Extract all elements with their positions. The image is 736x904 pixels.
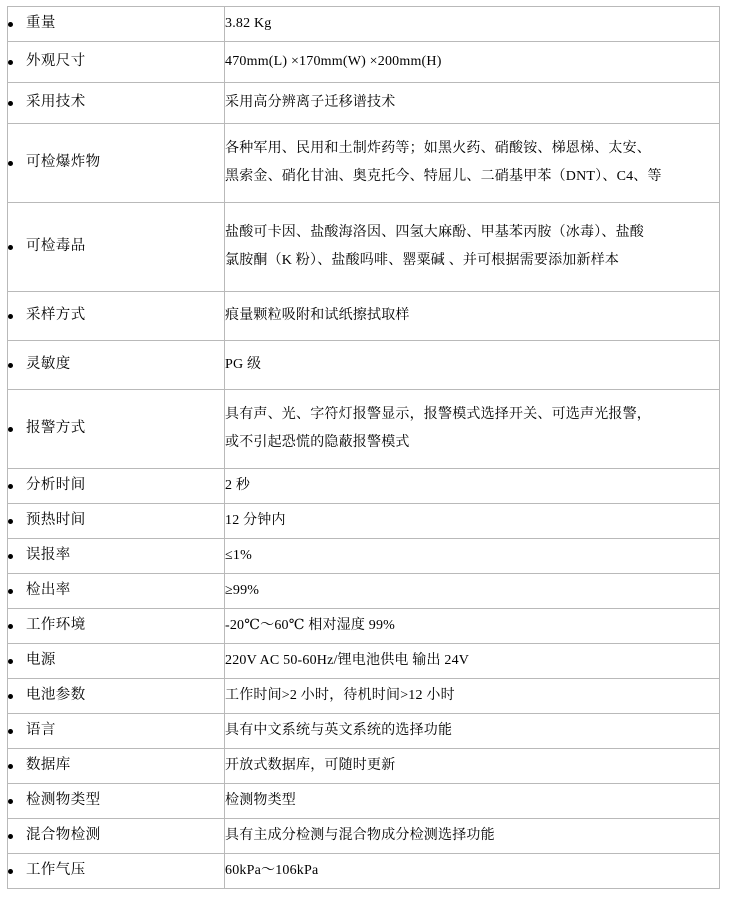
spec-value-cell <box>225 504 720 539</box>
spec-label-cell <box>8 819 225 854</box>
spec-label-text: 可检毒品 <box>26 238 86 255</box>
spec-value-cell <box>225 854 720 889</box>
spec-value-cell <box>225 749 720 784</box>
spec-value-text <box>225 858 719 885</box>
spec-label-wrapper <box>8 510 224 532</box>
spec-value-line: 氯胺酮（K 粉）、盐酸吗啡、罂粟碱 、并可根据需要添加新样本 <box>225 253 620 268</box>
spec-label-text: 重量 <box>26 15 56 32</box>
spec-label-cell <box>8 854 225 889</box>
spec-value-cell <box>225 539 720 574</box>
bullet-icon <box>8 519 13 524</box>
spec-value-text <box>225 11 719 38</box>
bullet-icon <box>8 101 13 106</box>
spec-label-text: 检出率 <box>26 582 71 599</box>
spec-label-wrapper <box>8 545 224 567</box>
spec-value-cell <box>225 203 720 292</box>
spec-value-text <box>225 823 719 850</box>
table-row <box>8 504 720 539</box>
bullet-icon <box>8 427 13 432</box>
spec-value-text <box>225 543 719 570</box>
spec-value-line: 开放式数据库，可随时更新 <box>225 757 396 773</box>
spec-label-text: 检测物类型 <box>26 792 101 809</box>
spec-label-text: 采样方式 <box>26 307 86 324</box>
bullet-icon <box>8 363 13 368</box>
spec-label-wrapper <box>8 92 224 114</box>
spec-value-line: ≥99% <box>225 582 260 598</box>
spec-value-line: 220V AC 50-60Hz/锂电池供电 输出 24V <box>225 652 470 668</box>
spec-value-line: 黑索金、硝化甘油、奥克托今、特屈儿、二硝基甲苯（DNT）、C4、等 <box>225 169 662 184</box>
table-row <box>8 292 720 341</box>
spec-value-line: PG 级 <box>225 356 262 372</box>
spec-value-text <box>225 718 719 745</box>
spec-label-text: 可检爆炸物 <box>26 154 101 171</box>
spec-value-line: 具有中文系统与英文系统的选择功能 <box>225 722 453 738</box>
spec-value-line: 具有主成分检测与混合物成分检测选择功能 <box>225 827 495 843</box>
spec-value-line: 具有声、光、字符灯报警显示，报警模式选择开关、可选声光报警， <box>225 407 651 422</box>
spec-label-cell <box>8 83 225 124</box>
spec-value-text <box>225 788 719 815</box>
table-row <box>8 679 720 714</box>
spec-label-cell <box>8 574 225 609</box>
spec-label-text: 电池参数 <box>26 687 86 704</box>
spec-value-text <box>225 135 719 191</box>
bullet-icon <box>8 869 13 874</box>
spec-label-wrapper <box>8 790 224 812</box>
bullet-icon <box>8 624 13 629</box>
table-row <box>8 42 720 83</box>
spec-value-cell <box>225 714 720 749</box>
spec-value-cell <box>225 644 720 679</box>
spec-value-line: -20℃～60℃ 相对湿度 99% <box>225 617 396 633</box>
spec-label-wrapper <box>8 755 224 777</box>
spec-label-wrapper <box>8 580 224 602</box>
spec-label-text: 灵敏度 <box>26 356 71 373</box>
spec-value-cell <box>225 469 720 504</box>
bullet-icon <box>8 60 13 65</box>
table-row <box>8 819 720 854</box>
spec-label-wrapper <box>8 685 224 707</box>
specification-table <box>7 6 720 889</box>
spec-label-cell <box>8 124 225 203</box>
table-row <box>8 203 720 292</box>
spec-value-cell <box>225 574 720 609</box>
bullet-icon <box>8 659 13 664</box>
spec-value-cell <box>225 341 720 390</box>
spec-label-cell <box>8 749 225 784</box>
spec-label-cell <box>8 42 225 83</box>
spec-label-text: 预热时间 <box>26 512 86 529</box>
spec-label-text: 误报率 <box>26 547 71 564</box>
spec-value-line: 470mm(L) ×170mm(W) ×200mm(H) <box>225 53 442 69</box>
spec-label-text: 报警方式 <box>26 420 86 437</box>
spec-value-cell <box>225 124 720 203</box>
bullet-icon <box>8 589 13 594</box>
table-row <box>8 469 720 504</box>
table-row <box>8 749 720 784</box>
table-row <box>8 609 720 644</box>
spec-label-cell <box>8 469 225 504</box>
spec-value-line: 或不引起恐慌的隐蔽报警模式 <box>225 435 410 450</box>
bullet-icon <box>8 729 13 734</box>
spec-label-cell <box>8 203 225 292</box>
spec-value-text <box>225 401 719 457</box>
table-row <box>8 124 720 203</box>
bullet-icon <box>8 314 13 319</box>
table-row <box>8 83 720 124</box>
spec-label-cell <box>8 341 225 390</box>
spec-value-text <box>225 753 719 780</box>
spec-label-text: 外观尺寸 <box>26 53 86 70</box>
bullet-icon <box>8 245 13 250</box>
spec-label-text: 采用技术 <box>26 94 86 111</box>
spec-label-cell <box>8 504 225 539</box>
spec-value-cell <box>225 83 720 124</box>
table-row <box>8 714 720 749</box>
spec-label-text: 混合物检测 <box>26 827 101 844</box>
spec-value-text <box>225 219 719 275</box>
spec-value-text <box>225 578 719 605</box>
bullet-icon <box>8 484 13 489</box>
spec-value-line: 采用高分辨离子迁移谱技术 <box>225 94 396 110</box>
spec-value-text <box>225 49 719 76</box>
spec-value-text <box>225 683 719 710</box>
spec-value-cell <box>225 7 720 42</box>
bullet-icon <box>8 554 13 559</box>
bullet-icon <box>8 834 13 839</box>
spec-value-line: 检测物类型 <box>225 792 296 808</box>
spec-label-wrapper <box>8 475 224 497</box>
bullet-icon <box>8 161 13 166</box>
spec-value-cell <box>225 609 720 644</box>
spec-label-text: 数据库 <box>26 757 71 774</box>
spec-value-cell <box>225 679 720 714</box>
spec-value-cell <box>225 42 720 83</box>
bullet-icon <box>8 764 13 769</box>
spec-label-cell <box>8 539 225 574</box>
spec-label-wrapper <box>8 720 224 742</box>
bullet-icon <box>8 22 13 27</box>
spec-value-text <box>225 473 719 500</box>
spec-value-text <box>225 648 719 675</box>
spec-value-cell <box>225 784 720 819</box>
spec-value-text <box>225 90 719 117</box>
spec-label-cell <box>8 679 225 714</box>
spec-label-wrapper <box>8 860 224 882</box>
spec-value-line: 各种军用、民用和土制炸药等；如黑火药、硝酸铵、梯恩梯、太安、 <box>225 141 651 156</box>
spec-label-wrapper <box>8 354 224 376</box>
table-row <box>8 644 720 679</box>
table-row <box>8 341 720 390</box>
spec-value-line: ≤1% <box>225 547 252 563</box>
spec-label-text: 工作环境 <box>26 617 86 634</box>
spec-label-wrapper <box>8 825 224 847</box>
spec-label-cell <box>8 609 225 644</box>
spec-label-wrapper <box>8 236 224 258</box>
spec-value-line: 盐酸可卡因、盐酸海洛因、四氢大麻酚、甲基苯丙胺（冰毒）、盐酸 <box>225 225 644 240</box>
spec-value-line: 2 秒 <box>225 477 251 493</box>
spec-label-wrapper <box>8 650 224 672</box>
spec-value-text <box>225 352 719 379</box>
spec-value-line: 60kPa～106kPa <box>225 862 319 878</box>
specification-table-body <box>8 7 720 889</box>
spec-value-line: 痕量颗粒吸附和试纸擦拭取样 <box>225 307 410 323</box>
spec-label-wrapper <box>8 152 224 174</box>
table-row <box>8 539 720 574</box>
table-row <box>8 574 720 609</box>
table-row <box>8 784 720 819</box>
spec-label-cell <box>8 714 225 749</box>
spec-label-text: 分析时间 <box>26 477 86 494</box>
table-row <box>8 854 720 889</box>
spec-label-cell <box>8 784 225 819</box>
spec-value-text <box>225 508 719 535</box>
spec-label-cell <box>8 292 225 341</box>
spec-label-cell <box>8 390 225 469</box>
spec-value-cell <box>225 292 720 341</box>
spec-label-cell <box>8 7 225 42</box>
spec-label-text: 语言 <box>26 722 56 739</box>
spec-value-text <box>225 303 719 330</box>
spec-value-cell <box>225 390 720 469</box>
spec-label-text: 工作气压 <box>26 862 86 879</box>
spec-value-cell <box>225 819 720 854</box>
spec-label-wrapper <box>8 305 224 327</box>
spec-value-line: 3.82 Kg <box>225 15 272 31</box>
spec-label-wrapper <box>8 615 224 637</box>
spec-value-line: 12 分钟内 <box>225 512 286 528</box>
spec-label-wrapper <box>8 418 224 440</box>
spec-label-text: 电源 <box>26 652 56 669</box>
bullet-icon <box>8 694 13 699</box>
spec-value-text <box>225 613 719 640</box>
spec-label-wrapper <box>8 51 224 73</box>
table-row <box>8 7 720 42</box>
spec-label-wrapper <box>8 13 224 35</box>
spec-label-cell <box>8 644 225 679</box>
bullet-icon <box>8 799 13 804</box>
table-row <box>8 390 720 469</box>
spec-value-line: 工作时间>2 小时，待机时间>12 小时 <box>225 687 455 703</box>
